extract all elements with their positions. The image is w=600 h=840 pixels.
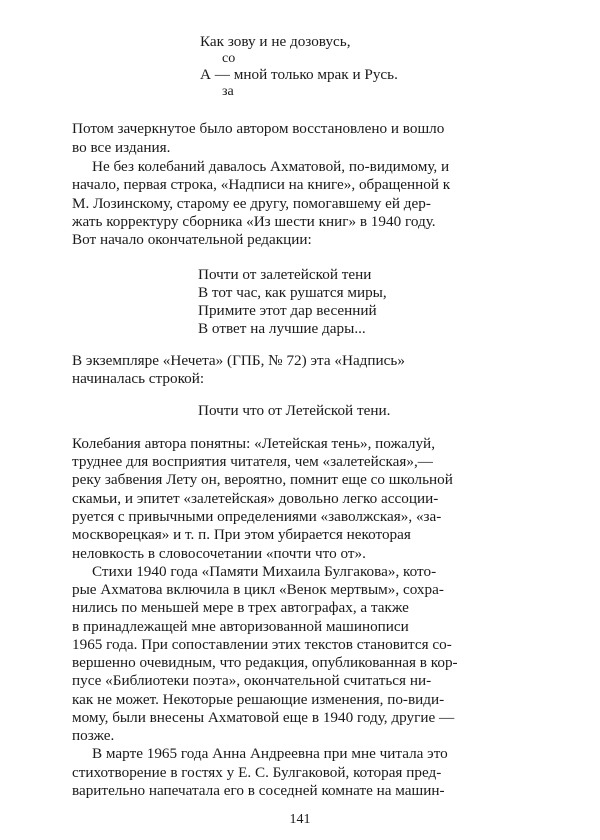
poem-line: Примите этот дар весенний (198, 302, 377, 320)
text-line: Вот начало окончательной редакции: (72, 231, 312, 249)
epigraph-sub-2: за (222, 83, 234, 99)
epigraph-line-2: А — мной только мрак и Русь. (200, 65, 398, 83)
text-line: В марте 1965 года Анна Андреевна при мне читала это (92, 745, 448, 763)
text-line: пусе «Библиотеки поэта», окончательной считаться ни- (72, 672, 432, 690)
text-line: М. Лозинскому, старому ее другу, помогавшему ей дер- (72, 194, 431, 212)
text-line: неловкость в словосочетании «почти что от». (72, 544, 366, 562)
page-number: 141 (289, 812, 311, 827)
text-line: рые Ахматова включила в цикл «Венок мертвым», сохра- (72, 581, 444, 599)
text-line: москворецкая» и т. п. При этом убирается некоторая (72, 526, 411, 544)
text-line: руется с привычными определениями «заволжская», «за- (72, 507, 442, 525)
epigraph-sub-1: со (222, 51, 236, 67)
text-line: жать корректуру сборника «Из шести книг» в 1940 году. (72, 212, 436, 230)
epigraph-line-1: Как зову и не дозовусь, (200, 33, 351, 50)
poem-line: В тот час, как рушатся миры, (198, 283, 387, 301)
text-line: Не без колебаний давалось Ахматовой, по-видимому, и (92, 157, 450, 175)
text-line: труднее для восприятия читателя, чем «залетейская»,— (72, 453, 433, 471)
variant-line: Почти что от Летейской тени. (198, 402, 391, 420)
text-line: варительно напечатала его в соседней комнате на машин- (72, 782, 445, 799)
text-line: вершенно очевидным, что редакция, опубликованная в кор- (72, 654, 458, 672)
text-line: во все издания. (72, 138, 171, 156)
text-line: реку забвения Лету он, вероятно, помнит еще со школьной (72, 471, 453, 489)
text-line: стихотворение в гостях у Е. С. Булгаковой, которая пред- (72, 763, 442, 781)
text-line: нились по меньшей мере в трех автографах, а также (72, 599, 409, 617)
text-line: Потом зачеркнутое было автором восстановлено и вошло (72, 120, 445, 138)
text-line: позже. (72, 727, 115, 745)
text-line: как не может. Некоторые решающие изменения, по-види- (72, 690, 445, 708)
text-line: скамьи, и эпитет «залетейская» довольно легко ассоции- (72, 489, 439, 507)
text-line: 1965 года. При сопоставлении этих текстов становится со- (72, 635, 452, 653)
text-line: в принадлежащей мне авторизованной машинописи (72, 617, 409, 635)
poem-line: Почти от залетейской тени (198, 265, 372, 283)
text-line: В экземпляре «Нечета» (ГПБ, № 72) эта «Надпись» (72, 352, 405, 370)
text-line: начало, первая строка, «Надписи на книге», обращенной к (72, 176, 451, 194)
text-line: начиналась строкой: (72, 370, 205, 388)
text-line: Колебания автора понятны: «Летейская тень», пожалуй, (72, 434, 435, 452)
text-line: Стихи 1940 года «Памяти Михаила Булгакова», кото- (92, 562, 437, 580)
text-line: мому, были внесены Ахматовой еще в 1940 году, другие — (72, 708, 455, 726)
poem-line: В ответ на лучшие дары... (198, 320, 366, 338)
